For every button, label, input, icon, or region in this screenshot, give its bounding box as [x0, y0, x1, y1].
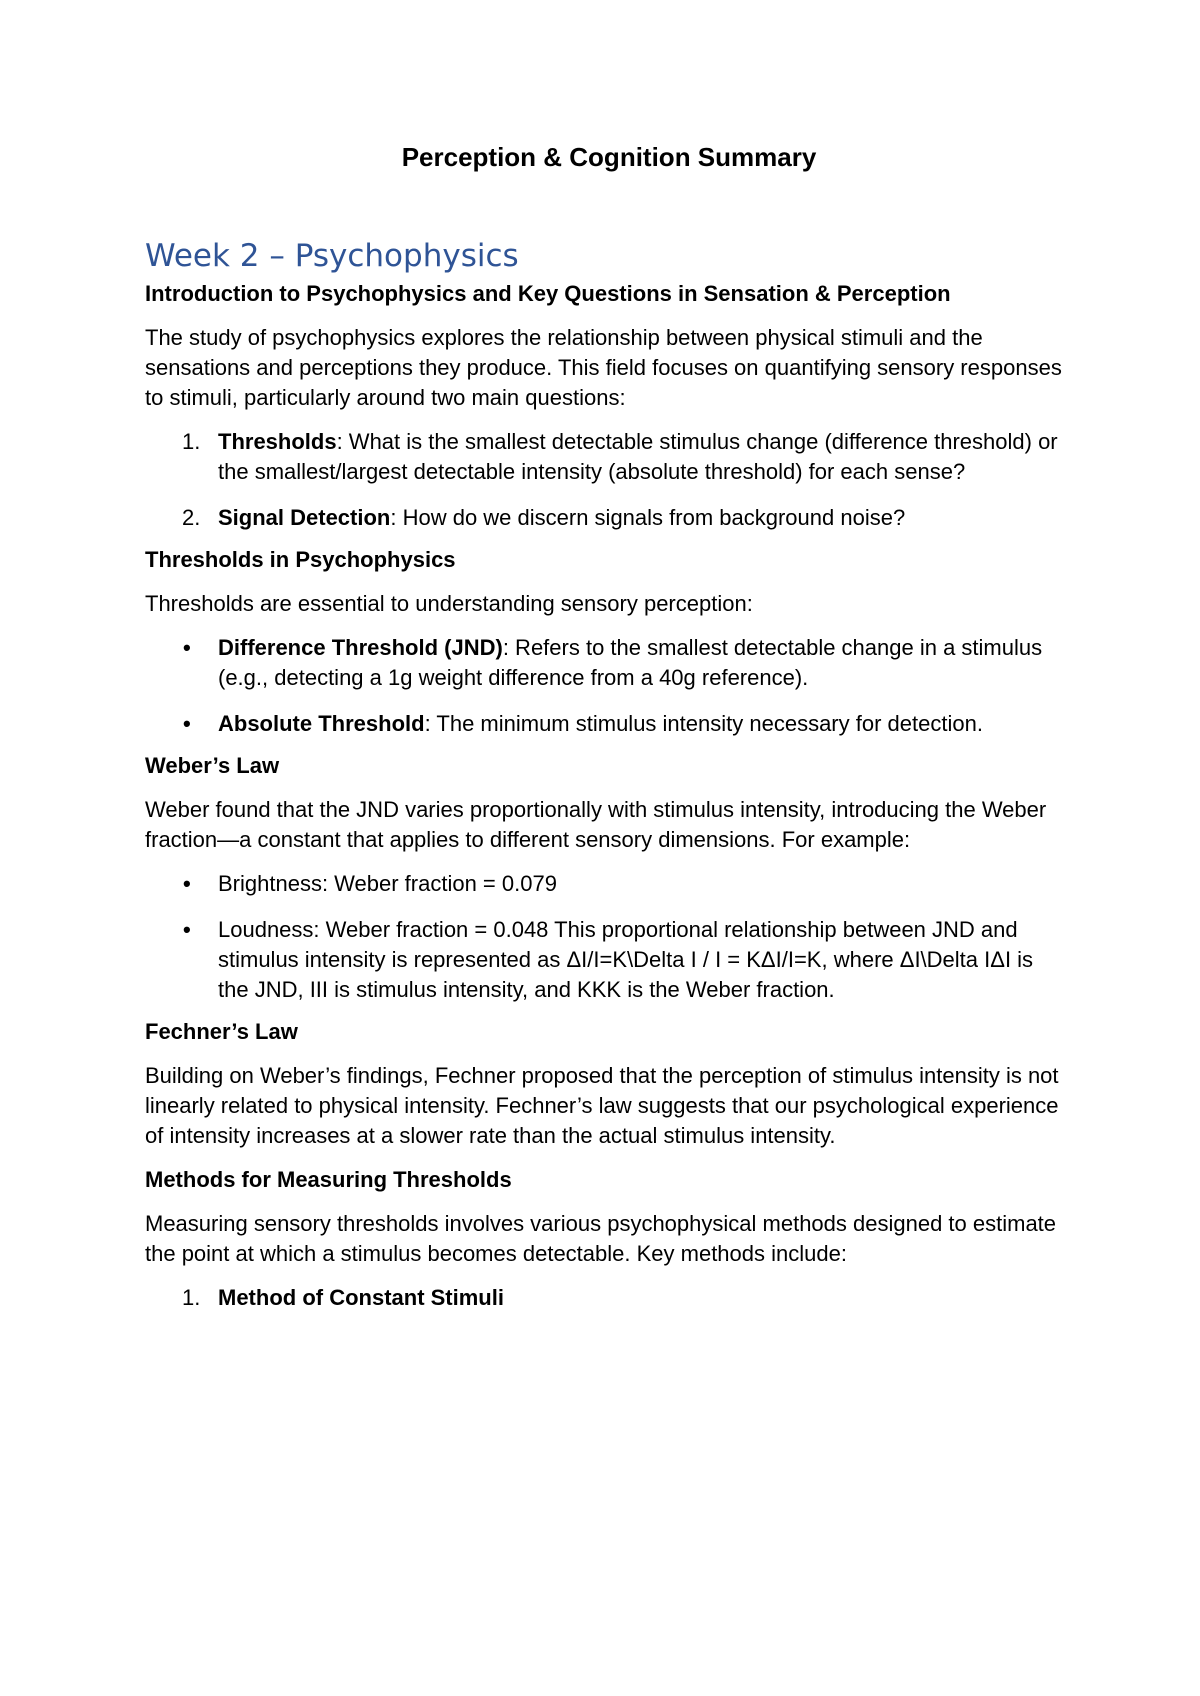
intro-heading: Introduction to Psychophysics and Key Questions in Sensation & Perception: [145, 281, 951, 306]
document-title: Perception & Cognition Summary: [401, 142, 817, 172]
list-item: [145, 427, 1065, 487]
thresholds-list: [145, 633, 1065, 739]
weber-paragraph: Weber found that the JND varies proportionally with stimulus intensity, introducing the Weber fraction—a constant that applies to different sensory dimensions. For example:: [145, 797, 1047, 852]
bullet-icon: •: [183, 711, 191, 736]
list-text: : Refers to the smallest detectable change in a stimulus (e.g., detecting a 1g weight difference from a 40g reference).: [218, 635, 1043, 690]
weber-heading: Weber’s Law: [145, 753, 280, 778]
list-item: [145, 915, 1065, 1005]
bullet-icon: •: [183, 917, 191, 942]
intro-paragraph: The study of psychophysics explores the relationship between physical stimuli and the sensations and perceptions they produce. This field focuses on quantifying sensory responses to stimuli, particularly around two main questions:: [145, 325, 1062, 410]
list-text: Loudness: Weber fraction = 0.048 This proportional relationship between JND and stimulus intensity is represented as ΔI/I=K\Delta I / I = KΔI/I=K, where ΔI\Delta IΔI is the JND, III is stimulus intensity, and KKK is the Weber fraction.: [218, 917, 1034, 1002]
list-text: : The minimum stimulus intensity necessary for detection.: [424, 711, 983, 736]
list-text: : What is the smallest detectable stimulus change (difference threshold) or the smallest/largest detectable intensity (absolute threshold) for each sense?: [218, 429, 1058, 484]
list-item: [145, 869, 1065, 899]
methods-paragraph: Measuring sensory thresholds involves various psychophysical methods designed to estimate the point at which a stimulus becomes detectable. Key methods include:: [145, 1211, 1057, 1266]
list-item: [145, 709, 1065, 739]
fechner-paragraph: Building on Weber’s findings, Fechner proposed that the perception of stimulus intensity is not linearly related to physical intensity. Fechner’s law suggests that our psychological experience of intensity increases at a slower rate than the actual stimulus intensity.: [145, 1063, 1059, 1148]
methods-list: [145, 1283, 1065, 1313]
thresholds-heading: Thresholds in Psychophysics: [145, 547, 456, 572]
list-number: 1.: [182, 429, 201, 454]
list-number: 2.: [182, 505, 201, 530]
list-term: Signal Detection: [218, 505, 391, 530]
list-item: [145, 1283, 1065, 1313]
list-text: : How do we discern signals from background noise?: [390, 505, 906, 530]
bullet-icon: •: [183, 635, 191, 660]
thresholds-paragraph: Thresholds are essential to understanding sensory perception:: [145, 591, 753, 616]
list-number: 1.: [182, 1285, 201, 1310]
list-term: Absolute Threshold: [218, 711, 425, 736]
list-term: Method of Constant Stimuli: [218, 1285, 504, 1310]
list-term: Thresholds: [218, 429, 337, 454]
fechner-heading: Fechner’s Law: [145, 1019, 298, 1044]
week-heading: Week 2 – Psychophysics: [145, 238, 519, 274]
weber-list: [145, 869, 1065, 1005]
bullet-icon: •: [183, 871, 191, 896]
list-term: Difference Threshold (JND): [218, 635, 503, 660]
list-item: [145, 503, 1065, 533]
document-content: [145, 140, 1065, 1325]
list-text: Brightness: Weber fraction = 0.079: [218, 871, 557, 896]
key-questions-list: [145, 427, 1065, 533]
methods-heading: Methods for Measuring Thresholds: [145, 1167, 512, 1192]
list-item: [145, 633, 1065, 693]
